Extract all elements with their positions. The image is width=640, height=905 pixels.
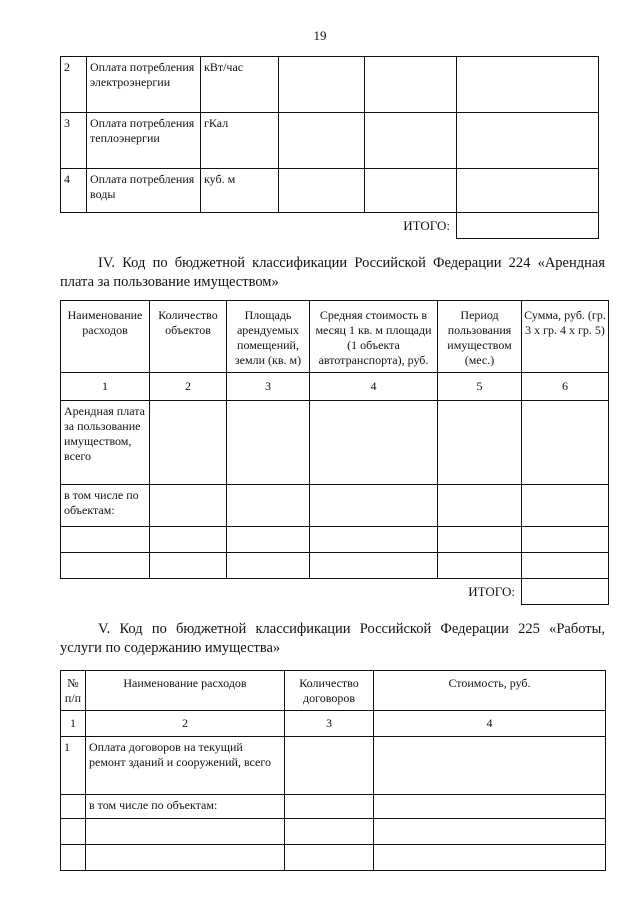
table-row xyxy=(61,795,606,819)
header-object-count: Количество объектов xyxy=(150,301,227,373)
unit: гКал xyxy=(201,113,279,169)
by-objects-label: в том числе по объектам: xyxy=(61,485,150,527)
cell xyxy=(150,485,227,527)
total-label: ИТОГО: xyxy=(468,584,515,600)
row-number: 2 xyxy=(61,57,87,113)
table-row xyxy=(61,113,599,169)
cell xyxy=(285,795,374,819)
maintenance-table xyxy=(60,670,606,871)
column-number: 1 xyxy=(61,373,150,401)
header-sum: Сумма, руб. (гр. 3 х гр. 4 х гр. 5) xyxy=(522,301,609,373)
cell xyxy=(522,485,609,527)
column-number-row xyxy=(61,373,609,401)
cell xyxy=(279,169,365,213)
table-row xyxy=(61,845,606,871)
unit: кВт/час xyxy=(201,57,279,113)
cell xyxy=(457,57,599,113)
cell xyxy=(365,169,457,213)
total-label: ИТОГО: xyxy=(403,218,450,234)
cell xyxy=(374,795,606,819)
utilities-table xyxy=(60,56,599,239)
column-number-row xyxy=(61,711,606,737)
cell xyxy=(279,57,365,113)
page-number: 19 xyxy=(313,28,327,43)
row-number: 4 xyxy=(61,169,87,213)
by-objects-label: в том числе по объектам: xyxy=(86,795,285,819)
cell xyxy=(227,485,310,527)
header-expense-name: Наименование расходов xyxy=(61,301,150,373)
table-row xyxy=(61,485,609,527)
section-4-heading: IV. Код по бюджетной классификации Российской Федерации 224 «Арендная плата за пользование имуществом» xyxy=(60,255,605,290)
header-avg-cost: Средняя стоимость в месяц 1 кв. м площади (1 объекта автотранспорта), руб. xyxy=(310,301,438,373)
expense-name: Оплата потребления электроэнергии xyxy=(87,57,201,113)
column-number: 6 xyxy=(522,373,609,401)
header-expense-name: Наименование расходов xyxy=(86,671,285,711)
header-row xyxy=(61,671,606,711)
column-number: 1 xyxy=(61,711,86,737)
cell xyxy=(279,113,365,169)
column-number: 4 xyxy=(374,711,606,737)
row-number xyxy=(61,795,86,819)
total-value-cell xyxy=(457,213,599,239)
rent-total-label: Арендная плата за пользование имуществом, всего xyxy=(61,401,150,485)
column-number: 3 xyxy=(285,711,374,737)
cell xyxy=(365,57,457,113)
header-number: № п/п xyxy=(61,671,86,711)
table-row xyxy=(61,169,599,213)
rent-table xyxy=(60,300,609,605)
header-cost: Стоимость, руб. xyxy=(374,671,606,711)
expense-name: Оплата договоров на текущий ремонт зданий и сооружений, всего xyxy=(86,737,285,795)
section-5-heading: V. Код по бюджетной классификации Российской Федерации 225 «Работы, услуги по содержанию имущества» xyxy=(60,621,605,656)
cell xyxy=(227,401,310,485)
cell xyxy=(310,401,438,485)
table-row xyxy=(61,527,609,553)
table-row xyxy=(61,401,609,485)
cell xyxy=(522,401,609,485)
header-period: Период пользования имуществом (мес.) xyxy=(438,301,522,373)
total-row xyxy=(61,579,609,605)
cell xyxy=(438,401,522,485)
table-row xyxy=(61,57,599,113)
cell xyxy=(285,737,374,795)
cell xyxy=(365,113,457,169)
table-row xyxy=(61,737,606,795)
cell xyxy=(374,737,606,795)
table-row xyxy=(61,819,606,845)
cell xyxy=(457,169,599,213)
cell xyxy=(457,113,599,169)
column-number: 5 xyxy=(438,373,522,401)
column-number: 2 xyxy=(150,373,227,401)
column-number: 4 xyxy=(310,373,438,401)
expense-name: Оплата потребления теплоэнергии xyxy=(87,113,201,169)
column-number: 2 xyxy=(86,711,285,737)
cell xyxy=(150,401,227,485)
cell xyxy=(310,485,438,527)
column-number: 3 xyxy=(227,373,310,401)
total-value-cell xyxy=(522,579,609,605)
expense-name: Оплата потребления воды xyxy=(87,169,201,213)
row-number: 1 xyxy=(61,737,86,795)
unit: куб. м xyxy=(201,169,279,213)
cell xyxy=(438,485,522,527)
table-row xyxy=(61,553,609,579)
header-area: Площадь арендуемых помещений, земли (кв. м) xyxy=(227,301,310,373)
row-number: 3 xyxy=(61,113,87,169)
header-row xyxy=(61,301,609,373)
total-row xyxy=(61,213,599,239)
header-contract-count: Количество договоров xyxy=(285,671,374,711)
